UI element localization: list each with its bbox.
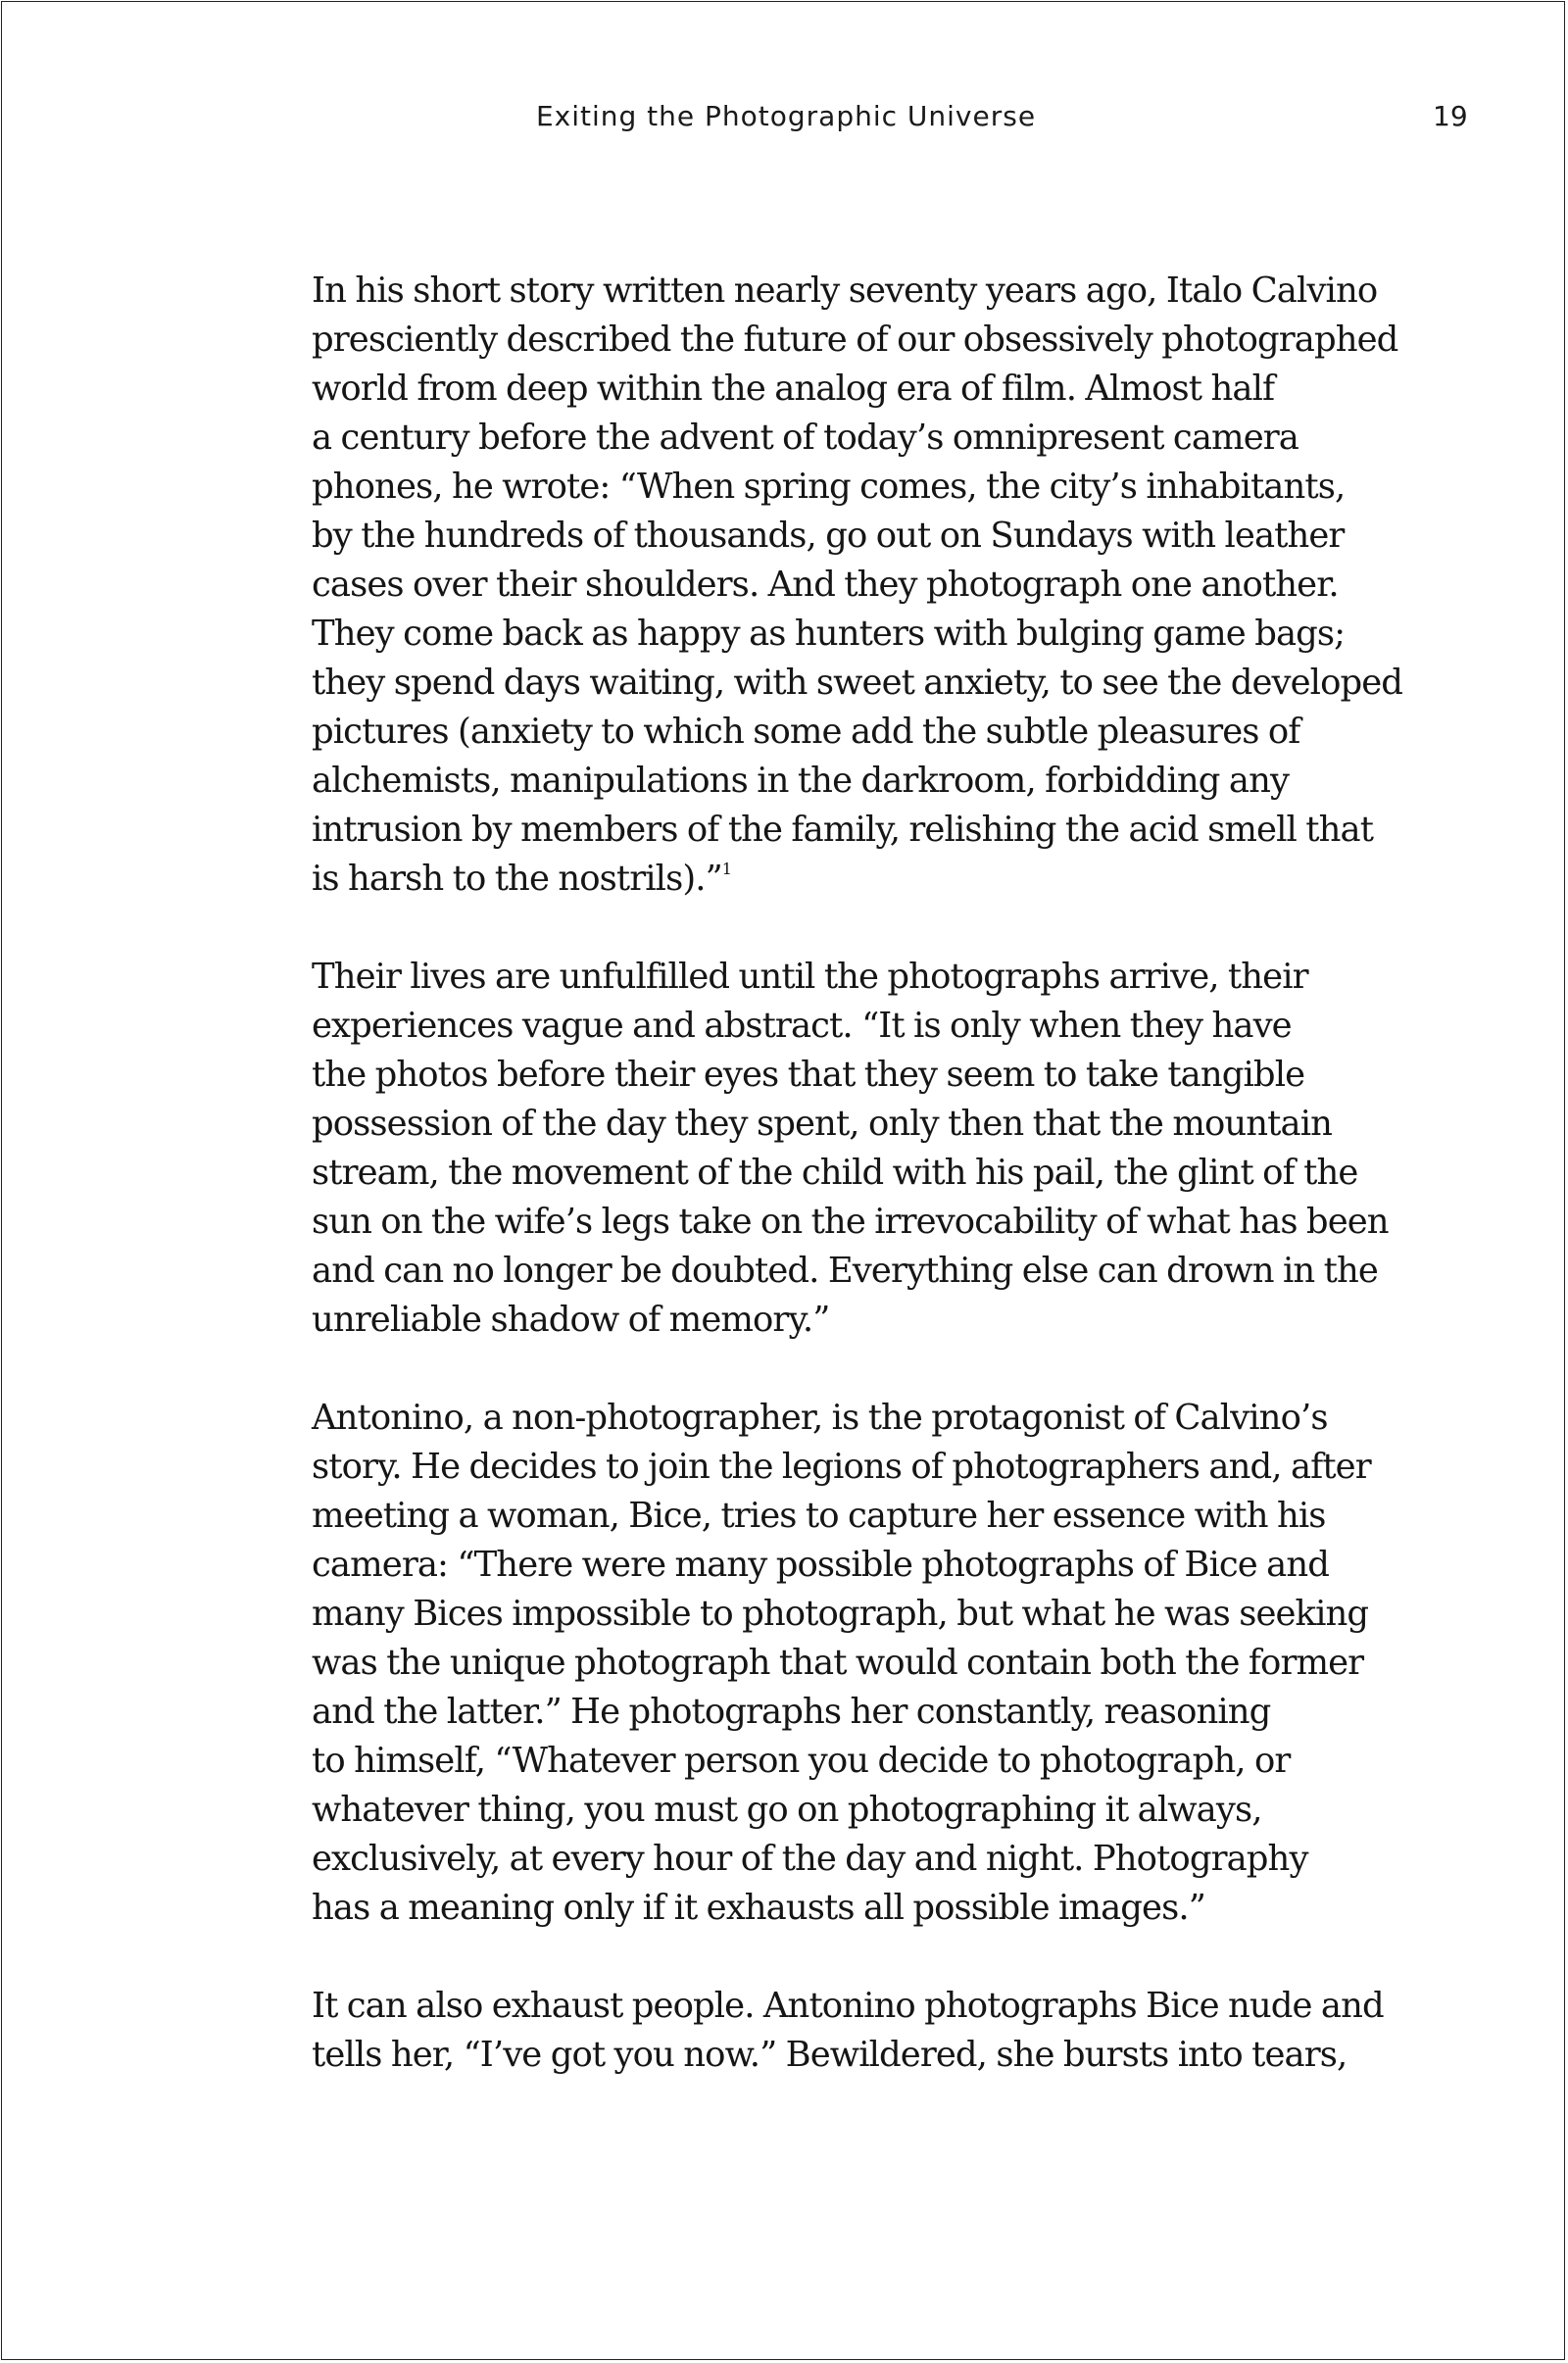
text-line: phones, he wrote: “When spring comes, the city’s inhabitants,	[312, 467, 1346, 507]
page-number: 19	[1433, 100, 1468, 132]
text-line: intrusion by members of the family, relishing the acid smell that	[312, 810, 1374, 850]
text-line: exclusively, at every hour of the day and night. Photography	[312, 1839, 1308, 1879]
paragraph-2	[312, 953, 1390, 1345]
text-line: to himself, “Whatever person you decide to photograph, or	[312, 1741, 1291, 1781]
text-line: world from deep within the analog era of film. Almost half	[312, 369, 1275, 409]
text-line: whatever thing, you must go on photographing it always,	[312, 1790, 1262, 1830]
text-line: is harsh to the nostrils).”	[312, 859, 722, 899]
text-line: presciently described the future of our obsessively photographed	[312, 320, 1398, 360]
text-line: Their lives are unfulfilled until the photographs arrive, their	[312, 957, 1308, 997]
book-page	[1, 1, 1565, 2360]
text-line: alchemists, manipulations in the darkroom, forbidding any	[312, 761, 1290, 801]
paragraph-3	[312, 1394, 1390, 1933]
text-line: many Bices impossible to photograph, but what he was seeking	[312, 1594, 1369, 1634]
text-line: pictures (anxiety to which some add the subtle pleasures of	[312, 712, 1300, 752]
text-line: possession of the day they spent, only then that the mountain	[312, 1104, 1333, 1144]
running-title: Exiting the Photographic Universe	[535, 100, 1037, 132]
text-line: and the latter.” He photographs her constantly, reasoning	[312, 1692, 1271, 1732]
text-line: a century before the advent of today’s omnipresent camera	[312, 418, 1298, 458]
text-line: the photos before their eyes that they seem to take tangible	[312, 1055, 1305, 1095]
text-line: It can also exhaust people. Antonino photographs Bice nude and	[312, 1986, 1384, 2026]
text-line: was the unique photograph that would contain both the former	[312, 1643, 1364, 1683]
paragraph-1	[312, 267, 1403, 904]
text-line: meeting a woman, Bice, tries to capture her essence with his	[312, 1496, 1326, 1536]
text-line: cases over their shoulders. And they photograph one another.	[312, 565, 1339, 605]
text-line: They come back as happy as hunters with bulging game bags;	[312, 614, 1346, 654]
footnote-marker[interactable]: 1	[721, 860, 732, 878]
paragraph-4	[312, 1982, 1390, 2080]
text-line: and can no longer be doubted. Everything else can drown in the	[312, 1251, 1378, 1291]
text-line: tells her, “I’ve got you now.” Bewildered, she bursts into tears,	[312, 2035, 1348, 2075]
text-line-with-footnote	[312, 855, 1390, 904]
text-line: experiences vague and abstract. “It is only when they have	[312, 1006, 1292, 1046]
text-line: has a meaning only if it exhausts all possible images.”	[312, 1888, 1205, 1928]
text-line: sun on the wife’s legs take on the irrevocability of what has been	[312, 1202, 1389, 1242]
text-line: In his short story written nearly seventy years ago, Italo Calvino	[312, 271, 1378, 311]
text-line: camera: “There were many possible photographs of Bice and	[312, 1545, 1330, 1585]
text-line: story. He decides to join the legions of photographers and, after	[312, 1447, 1371, 1487]
text-line: unreliable shadow of memory.”	[312, 1300, 830, 1340]
text-line: Antonino, a non-photographer, is the protagonist of Calvino’s	[312, 1398, 1328, 1438]
text-line: stream, the movement of the child with his pail, the glint of the	[312, 1153, 1358, 1193]
body-text	[312, 267, 1403, 2129]
text-line: by the hundreds of thousands, go out on Sundays with leather	[312, 516, 1345, 556]
text-line: they spend days waiting, with sweet anxiety, to see the developed	[312, 663, 1403, 703]
